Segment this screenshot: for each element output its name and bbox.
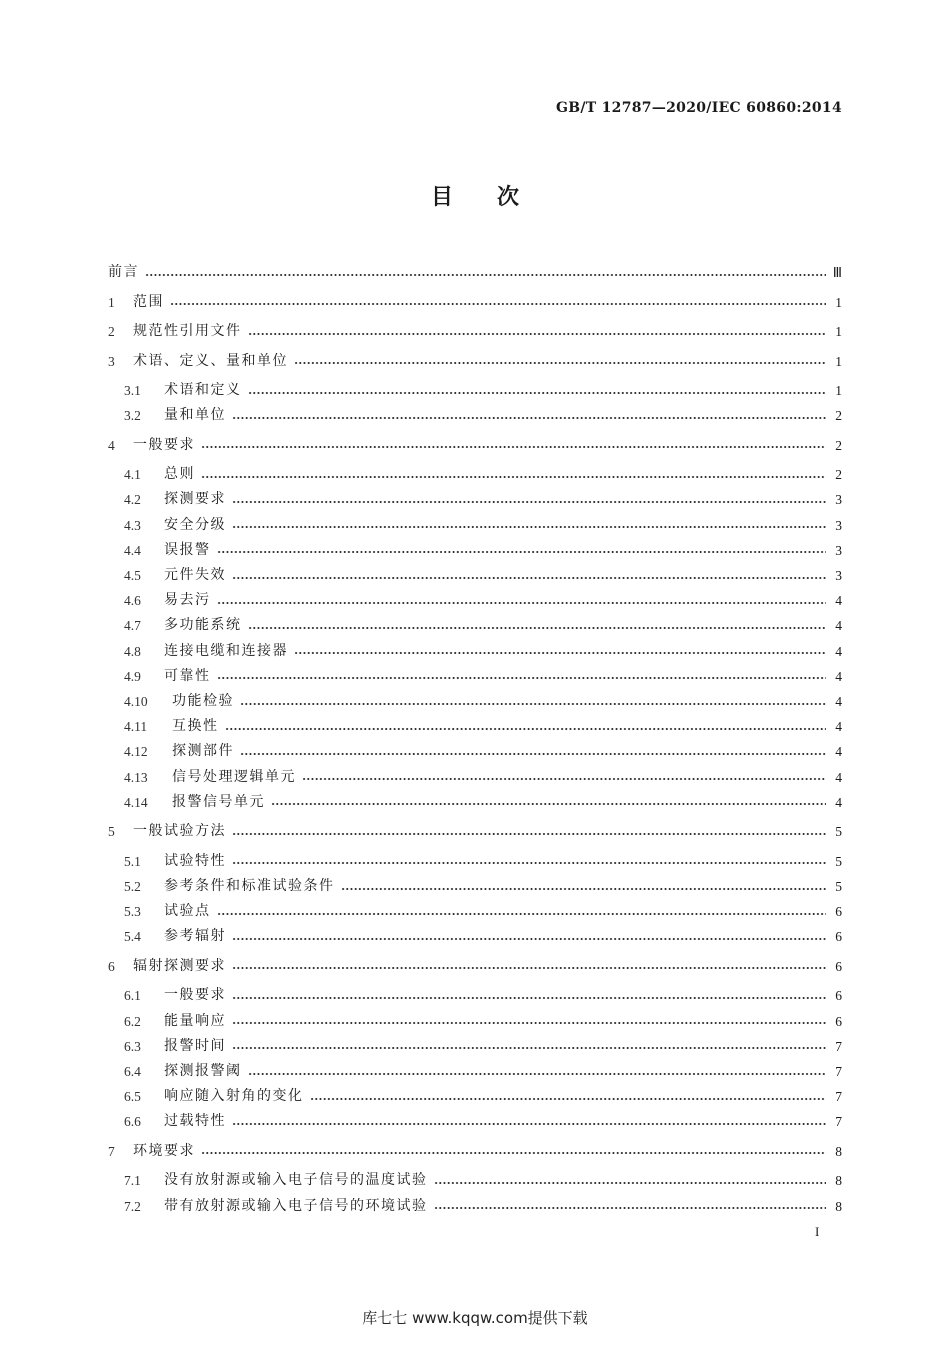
toc-entry-label: 环境要求 (133, 1142, 195, 1159)
toc-entry[interactable] (124, 613, 842, 638)
toc-entry-page: 3 (835, 568, 842, 583)
toc-entry-label: 连接电缆和连接器 (164, 642, 288, 659)
toc-entry-page: 6 (835, 958, 842, 974)
dot-leader (248, 1073, 827, 1075)
toc-entry[interactable] (124, 1168, 842, 1193)
toc-entry-page: 8 (835, 1173, 842, 1189)
toc-entry-number: 6.2 (124, 1013, 141, 1029)
toc-entry-page: 4 (835, 719, 842, 735)
toc-entry-number: 6.4 (124, 1064, 141, 1079)
dot-leader (201, 1152, 826, 1154)
toc-entry-page: 8 (835, 1198, 842, 1214)
toc-entry[interactable] (108, 349, 842, 374)
toc-entry-page: 6 (835, 1013, 842, 1029)
toc-entry-number: 7 (108, 1143, 115, 1159)
toc-entry[interactable] (124, 924, 842, 949)
dot-leader (232, 1022, 826, 1024)
toc-entry-label: 辐射探测要求 (133, 957, 226, 974)
toc-entry[interactable] (124, 765, 842, 790)
toc-entry-page: 4 (835, 643, 842, 659)
toc-entry-label: 报警时间 (164, 1037, 226, 1054)
toc-entry[interactable] (124, 849, 842, 874)
toc-entry-label: 规范性引用文件 (133, 323, 242, 339)
toc-entry[interactable] (108, 260, 842, 285)
dot-leader (240, 703, 826, 705)
toc-entry[interactable] (124, 1059, 842, 1084)
toc-entry-label: 过载特性 (164, 1113, 226, 1130)
toc-entry-label: 术语、定义、量和单位 (133, 352, 288, 369)
toc-entry-page: 5 (835, 824, 842, 840)
toc-entry-number: 7.2 (124, 1198, 141, 1214)
page-title: 目次 (430, 185, 563, 210)
footer-watermark[interactable]: 库七七 www.kqqw.com提供下载 (362, 1309, 588, 1327)
toc-entry-number: 4.1 (124, 467, 141, 483)
toc-entry-label: 试验点 (164, 903, 211, 920)
dot-leader (271, 803, 826, 805)
dot-leader (170, 303, 826, 305)
toc-entry-number: 5.1 (124, 853, 141, 869)
toc-entry-number: 6.6 (124, 1114, 141, 1130)
toc-entry-label: 探测报警阈 (164, 1063, 242, 1079)
toc-entry-page: 5 (835, 879, 842, 894)
toc-entry-page: 3 (835, 517, 842, 533)
dot-leader (341, 888, 827, 890)
toc-entry-number: 5.2 (124, 879, 141, 894)
toc-entry-number: 4.6 (124, 593, 141, 609)
dot-leader (232, 862, 826, 864)
toc-entry-page: 7 (835, 1089, 842, 1105)
dot-leader (232, 1047, 826, 1049)
dot-leader (217, 602, 827, 604)
toc-entry[interactable] (124, 983, 842, 1008)
toc-entry-label: 多功能系统 (164, 617, 242, 634)
toc-entry-number: 4.14 (124, 794, 148, 810)
toc-entry-page: 4 (835, 618, 842, 634)
toc-entry-number: 6.1 (124, 988, 141, 1004)
toc-entry[interactable] (124, 403, 842, 428)
toc-entry-label: 易去污 (164, 592, 211, 609)
toc-entry-page: 2 (835, 437, 842, 453)
toc-entry[interactable] (124, 664, 842, 689)
toc-entry[interactable] (108, 954, 842, 979)
toc-entry[interactable] (124, 513, 842, 538)
toc-entry-label: 量和单位 (164, 407, 226, 424)
toc-entry-page: 3 (835, 542, 842, 558)
toc-entry-page: 6 (835, 929, 842, 945)
toc-entry-label: 术语和定义 (164, 382, 242, 398)
dot-leader (434, 1207, 827, 1209)
toc-entry-number: 4.10 (124, 694, 148, 709)
toc-entry-page: 8 (835, 1143, 842, 1159)
toc-entry[interactable] (108, 819, 842, 844)
toc-entry-number: 4.9 (124, 668, 141, 684)
dot-leader (434, 1182, 827, 1184)
dot-leader (232, 967, 826, 969)
toc-entry-page: 7 (835, 1064, 842, 1079)
toc-entry-page: 4 (835, 593, 842, 609)
toc-entry-label: 元件失效 (164, 567, 226, 583)
toc-entry-number: 4.13 (124, 769, 148, 785)
toc-entry-page: 7 (835, 1114, 842, 1130)
dot-leader (240, 753, 826, 755)
toc-entry[interactable] (124, 487, 842, 512)
toc-entry[interactable] (124, 1109, 842, 1134)
toc-entry-label: 总则 (164, 466, 195, 483)
toc-entry-label: 报警信号单元 (172, 793, 265, 810)
dot-leader (232, 501, 826, 503)
dot-leader (310, 1098, 827, 1100)
toc-entry-page: 4 (835, 668, 842, 684)
toc-entry-number: 4.8 (124, 643, 141, 659)
toc-entry-number: 4 (108, 437, 115, 453)
toc-entry-label: 探测部件 (172, 743, 234, 760)
toc-entry-page: 4 (835, 694, 842, 709)
toc-entry-number: 4.4 (124, 542, 141, 558)
toc-entry-label: 一般要求 (164, 987, 226, 1004)
toc-entry-number: 4.12 (124, 744, 148, 760)
toc-entry-number: 2 (108, 324, 115, 339)
dot-leader (232, 938, 826, 940)
toc-entry-page: 1 (835, 294, 842, 310)
toc-entry-page: 4 (835, 794, 842, 810)
toc-entry-label: 一般试验方法 (133, 823, 226, 840)
toc-entry[interactable] (124, 899, 842, 924)
dot-leader (232, 1123, 826, 1125)
toc-entry-number: 7.1 (124, 1173, 141, 1189)
toc-entry-label: 一般要求 (133, 436, 195, 453)
dot-leader (225, 728, 827, 730)
toc-entry[interactable] (124, 563, 842, 588)
toc-entry-label: 误报警 (164, 541, 211, 558)
toc-entry-label: 没有放射源或输入电子信号的温度试验 (164, 1172, 428, 1189)
toc-entry-page: 4 (835, 769, 842, 785)
dot-leader (145, 274, 826, 276)
toc-entry-page: 5 (835, 853, 842, 869)
toc-entry[interactable] (124, 588, 842, 613)
toc-entry[interactable] (108, 433, 842, 458)
toc-entry-number: 6 (108, 958, 115, 974)
toc-entry-page: Ⅲ (832, 265, 842, 280)
toc-entry-number: 4.2 (124, 492, 141, 508)
toc-entry-label: 试验特性 (164, 852, 226, 869)
toc-entry-number: 3.1 (124, 383, 141, 398)
toc-entry-page: 6 (835, 904, 842, 920)
standard-code: GB/T 12787—2020/IEC 60860:2014 (555, 100, 842, 116)
toc-entry-number: 5 (108, 824, 115, 840)
toc-entry-label: 信号处理逻辑单元 (172, 768, 296, 785)
toc-entry-page: 2 (835, 467, 842, 483)
toc-entry-page: 7 (835, 1038, 842, 1054)
toc-entry[interactable] (124, 1194, 842, 1219)
toc-entry-label: 能量响应 (164, 1012, 226, 1029)
toc-entry-page: 6 (835, 988, 842, 1004)
toc-entry-label: 范围 (133, 293, 164, 310)
toc-entry-label: 参考条件和标准试验条件 (164, 878, 335, 894)
toc-entry-label: 安全分级 (164, 516, 226, 533)
dot-leader (217, 913, 827, 915)
toc-entry[interactable] (124, 714, 842, 739)
toc-entry-number: 4.5 (124, 568, 141, 583)
toc-entry-number: 5.4 (124, 929, 141, 945)
toc-entry[interactable] (124, 790, 842, 815)
toc-entry-number: 6.5 (124, 1089, 141, 1105)
toc-entry-number: 3.2 (124, 408, 141, 424)
toc-entry-page: 4 (835, 744, 842, 760)
dot-leader (294, 652, 826, 654)
dot-leader (248, 333, 827, 335)
toc-entry[interactable] (124, 538, 842, 563)
toc-entry-label: 可靠性 (164, 667, 211, 684)
toc-entry[interactable] (108, 1139, 842, 1164)
toc-entry-number: 3 (108, 353, 115, 369)
toc-entry-page: 1 (835, 383, 842, 398)
dot-leader (248, 627, 827, 629)
toc-entry-page: 1 (835, 324, 842, 339)
dot-leader (201, 476, 826, 478)
toc-entry[interactable] (124, 639, 842, 664)
toc-entry-label: 功能检验 (172, 693, 234, 709)
toc-entry[interactable] (124, 1034, 842, 1059)
toc-entry-number: 4.3 (124, 517, 141, 533)
dot-leader (248, 392, 827, 394)
dot-leader (232, 833, 826, 835)
toc-entry-label: 前言 (108, 264, 139, 280)
toc-entry-label: 互换性 (172, 718, 219, 735)
toc-entry-label: 带有放射源或输入电子信号的环境试验 (164, 1197, 428, 1214)
toc-entry-label: 探测要求 (164, 491, 226, 508)
toc-entry-label: 响应随入射角的变化 (164, 1088, 304, 1105)
dot-leader (232, 417, 826, 419)
dot-leader (302, 778, 826, 780)
toc-entry-number: 4.11 (124, 719, 148, 735)
toc-entry[interactable] (124, 739, 842, 764)
toc-entry[interactable] (124, 689, 842, 714)
page-number: I (815, 1224, 820, 1239)
toc-entry-label: 参考辐射 (164, 928, 226, 945)
toc-entry-number: 4.7 (124, 618, 141, 634)
dot-leader (217, 551, 827, 553)
dot-leader (217, 677, 827, 679)
dot-leader (232, 577, 826, 579)
toc-entry-number: 1 (108, 294, 115, 310)
toc-entry[interactable] (124, 1084, 842, 1109)
toc-entry-page: 1 (835, 353, 842, 369)
toc-entry-number: 5.3 (124, 904, 141, 920)
toc-entry-page: 2 (835, 408, 842, 424)
dot-leader (201, 446, 826, 448)
toc-entry[interactable] (124, 462, 842, 487)
toc-entry-page: 3 (835, 492, 842, 508)
toc-entry[interactable] (124, 874, 842, 899)
toc-entry[interactable] (108, 319, 842, 344)
dot-leader (232, 997, 826, 999)
toc-entry[interactable] (124, 378, 842, 403)
toc-entry[interactable] (124, 1009, 842, 1034)
toc-entry-number: 6.3 (124, 1038, 141, 1054)
dot-leader (294, 362, 826, 364)
dot-leader (232, 526, 826, 528)
toc-entry[interactable] (108, 290, 842, 315)
